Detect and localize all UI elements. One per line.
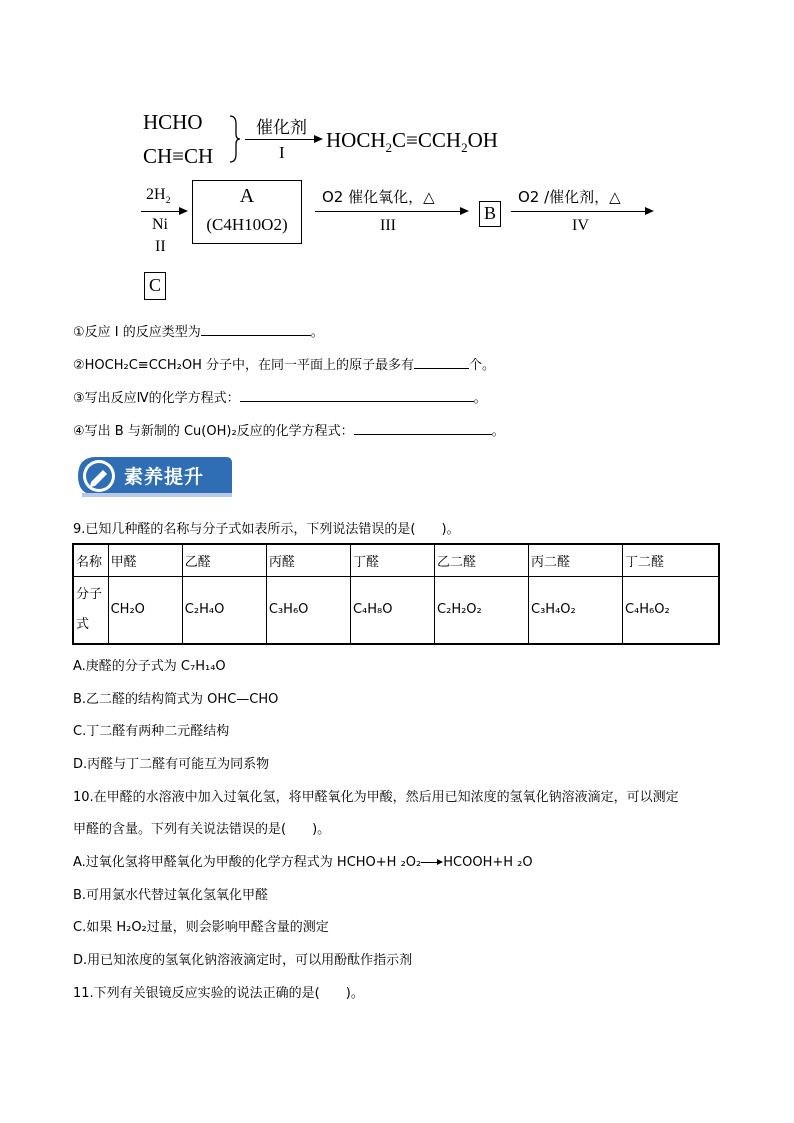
compound-b-label: B [483, 203, 496, 223]
table-cell: 甲醛 [108, 544, 182, 576]
arrowhead-icon [179, 207, 188, 215]
q9-option-d[interactable]: D.丙醛与丁二醛有可能互为同系物 [73, 757, 270, 772]
table-cell: 丙醛 [266, 544, 350, 576]
q11-stem: 11.下列有关银镜反应实验的说法正确的是( )。 [73, 986, 364, 1001]
q9-stem: 9.已知几种醛的名称与分子式如表所示，下列说法错误的是( )。 [73, 522, 460, 537]
step4-reagent: O2 /催化剂，△ [518, 188, 621, 206]
table-row [73, 576, 719, 644]
arrow-step2 [141, 211, 179, 212]
q10-option-c[interactable]: C.如果 H₂O₂过量，则会影响甲醛含量的测定 [73, 920, 329, 935]
reactant-hcho: HCHO [143, 110, 203, 134]
table-cell: 丁二醛 [622, 544, 719, 576]
table-cell: C₂H₂O₂ [435, 576, 529, 644]
q8-item-3: ③写出反应Ⅳ的化学方程式： 。 [73, 391, 487, 406]
catalyst-label: 催化剂 [256, 118, 307, 138]
brace-icon [228, 114, 242, 164]
h2-reagent: $2H_2$ [146, 186, 171, 207]
arrow-step1 [245, 139, 315, 140]
arrow-step4 [511, 211, 646, 212]
q10-stem-line1: 10.在甲醛的水溶液中加入过氧化氢，将甲醛氧化为甲酸，然后用已知浓度的氢氧化钠溶液滴定，可以测定 [73, 790, 679, 805]
arrowhead-icon [645, 207, 654, 215]
compound-b-box [479, 201, 501, 227]
section-title: 素养提升 [124, 466, 205, 488]
step3-reagent: O2 催化氧化，△ [322, 188, 435, 206]
q9-option-b[interactable]: B.乙二醛的结构简式为 OHC—CHO [73, 692, 279, 707]
answer-blank[interactable] [354, 422, 492, 435]
table-cell: C₄H₆O₂ [622, 576, 719, 644]
table-row [73, 544, 719, 576]
answer-blank[interactable] [414, 356, 469, 369]
table-header-name: 名称 [73, 544, 108, 576]
q8-item-2: ②HOCH₂C≡CCH₂OH 分子中，在同一平面上的原子最多有 个。 [73, 358, 495, 373]
q10-option-b[interactable]: B.可用氯水代替过氧化氢氧化甲醛 [73, 888, 269, 903]
product-butynediol: $HOCH_2C\equiv CCH_2OH$ [326, 128, 498, 156]
q8-item-1: ①反应 I 的反应类型为 。 [73, 325, 324, 340]
ni-catalyst: Ni [152, 216, 168, 233]
step2-label: II [155, 238, 166, 255]
table-cell: C₂H₄O [182, 576, 266, 644]
table-cell: C₄H₈O [350, 576, 434, 644]
arrowhead-icon [314, 135, 323, 143]
answer-blank[interactable] [201, 323, 311, 336]
q10-option-a[interactable]: A.过氧化氢将甲醛氧化为甲酸的化学方程式为 HCHO+H ₂O₂ HCOOH+H ₂O [73, 855, 533, 870]
reaction-arrow-icon [421, 858, 443, 868]
table-cell: CH₂O [108, 576, 182, 644]
arrow-step3 [315, 211, 461, 212]
table-cell: 丙二醛 [529, 544, 623, 576]
arrowhead-icon [460, 207, 469, 215]
compound-c-box [144, 272, 166, 300]
q8-item-4: ④写出 B 与新制的 Cu(OH)₂反应的化学方程式： 。 [73, 424, 505, 439]
table-cell: C₃H₄O₂ [529, 576, 623, 644]
section-banner [76, 453, 234, 497]
q10-option-d[interactable]: D.用已知浓度的氢氧化钠溶液滴定时，可以用酚酞作指示剂 [73, 953, 413, 968]
table-cell: 乙醛 [182, 544, 266, 576]
q9-option-a[interactable]: A.庚醛的分子式为 C₇H₁₄O [73, 659, 226, 674]
q10-stem-line2: 甲醛的含量。下列有关说法错误的是( )。 [73, 822, 331, 837]
table-cell: C₃H₆O [266, 576, 350, 644]
table-cell: 丁醛 [350, 544, 434, 576]
q9-option-c[interactable]: C.丁二醛有两种二元醛结构 [73, 724, 230, 739]
answer-blank[interactable] [240, 389, 474, 402]
aldehyde-table [72, 543, 720, 645]
reactant-acetylene: CH≡CH [143, 144, 214, 168]
table-cell: 乙二醛 [435, 544, 529, 576]
compound-a-formula: (C4H10O2) [206, 215, 288, 234]
table-header-formula: 分子 式 [73, 576, 108, 644]
compound-c-label: C [148, 275, 161, 295]
step4-label: IV [572, 217, 589, 234]
compound-a-box [192, 180, 302, 244]
pencil-badge-icon [79, 456, 119, 496]
step3-label: III [380, 217, 396, 234]
compound-a-label: A [239, 185, 255, 207]
step1-label: I [279, 143, 285, 162]
